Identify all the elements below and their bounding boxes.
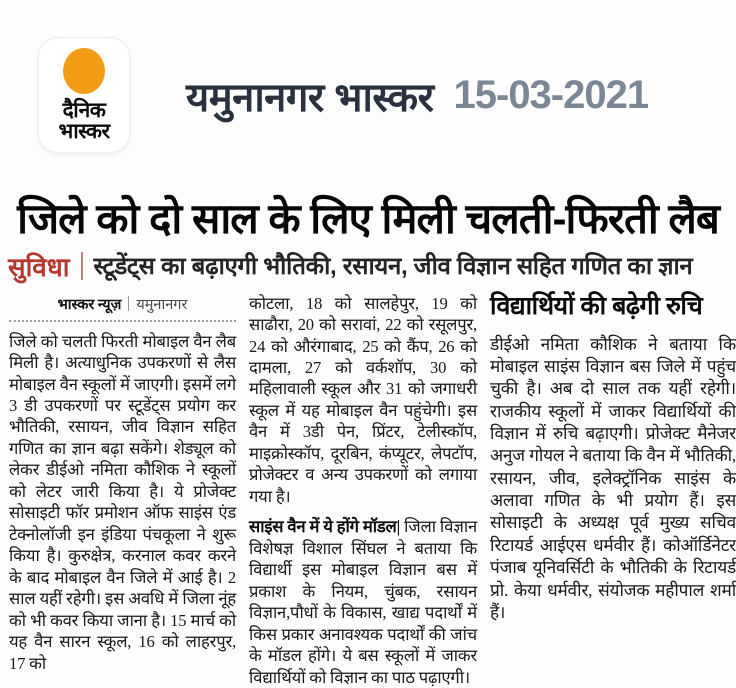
logo-line1: दैनिक [62, 98, 106, 122]
logo-line2: भास्कर [58, 119, 110, 143]
edition-title: यमुनानगर भास्कर [186, 75, 434, 120]
logo-wordmark [58, 98, 110, 143]
article-kicker [0, 244, 736, 284]
byline-source: भास्कर न्यूज़ [57, 296, 122, 313]
article-headline: जिले को दो साल के लिए मिली चलती-फिरती लैब [17, 195, 719, 242]
kicker-text: स्टूडेंट्स का बढ़ाएगी भौतिकी, रसायन, जीव विज्ञान सहित गणित का ज्ञान [93, 253, 693, 281]
column-1 [9, 292, 236, 688]
sidebar-heading: विद्यार्थियों की बढ़ेगी रुचि [490, 291, 703, 320]
paragraph-gap [249, 507, 477, 515]
news-article [0, 194, 736, 688]
byline-location: यमुनानगर [136, 296, 188, 313]
byline-separator [128, 296, 129, 311]
paragraph-text: जिला विज्ञान विशेषज्ञ विशाल सिंघल ने बताया कि विद्यार्थी इस मोबाइल विज्ञान बस में प्रकाश के नियम, चुंबक, रसायन विज्ञान,पौधों के विकास, खाद्य पदार्थों में किस प्रकार अनावश्यक पदार्थों की जांच के मॉडल होंगे। ये बस स्कूलों में जाकर विद्यार्थियों को विज्ञान का पाठ पढ़ाएगी। [249, 517, 477, 687]
dainik-bhaskar-logo [38, 37, 130, 153]
kicker-label: सुविधा [8, 251, 70, 282]
article-paragraph: कोटला, 18 को सालहेपुर, 19 को साढौरा, 20 को सरावां, 22 को रसूलपुर, 24 को औरंगाबाद, 25 को कैंप, 26 को दामला, 27 को वर्कशॉप, 30 को महिलावाली स्कूल और 31 को जगाधरी स्कूल में यह मोबाइल वैन पहुंचेगी। इस वैन में 3डी पेन, प्रिंटर, टेलीस्कॉप, माइक्रोस्कॉप, दूरबिन, कंप्यूटर, लेपटॉप, प्रोजेक्टर व अन्य उपकरणों को लगाया गया है। [249, 293, 477, 506]
column-2 [249, 292, 477, 688]
article-paragraph: डीईओ नमिता कौशिक ने बताया कि मोबाइल साइंस विज्ञान बस जिले में पहुंच चुकी है। अब दो साल तक यहीं रहेगी। राजकीय स्कूलों में जाकर विद्यार्थियों की विज्ञान में रुचि बढ़ाएगी। प्रोजेक्ट मैनेजर अनुज गोयल ने बताया कि वैन में भौतिकी, रसायन, जीव, इलेक्ट्रॉनिक साइंस के अलावा गणित के भी प्रयोग हैं। इस सोसाइटी के अध्यक्ष पूर्व मुख्य सचिव रिटायर्ड आईएस धर्मवीर हैं। कोऑर्डिनेटर पंजाब यूनिवर्सिटी के भौतिकी के रिटायर्ड प्रो. केया धर्मवीर, संयोजक महीपाल शर्मा हैं। [490, 334, 736, 622]
article-paragraph [249, 516, 477, 688]
inline-subhead: साइंस वैन में ये होंगे मॉडल| [249, 517, 401, 537]
column-3 [490, 292, 736, 688]
edition-date: 15-03-2021 [453, 72, 649, 117]
kicker-separator [81, 252, 83, 280]
byline-rule [9, 320, 236, 322]
article-columns [0, 284, 736, 688]
article-paragraph: जिले को चलती फिरती मोबाइल वैन लैब मिली है। अत्याधुनिक उपकरणों से लैस मोबाइल वैन स्कूलों में जाएगी। इसमें लगे 3 डी उपकरणों पर स्टूडेंट्स प्रयोग कर भौतिकी, रसायन, जीव विज्ञान सहित गणित का ज्ञान बढ़ा सकेंगे। शेड्यूल को लेकर डीईओ नमिता कौशिक ने स्कूलों को लेटर जारी किया है। ये प्रोजेक्ट सोसाइटी फॉर प्रमोशन ऑफ साइंस एंड टेक्नोलॉजी इन इंडिया पंचकूला ने शुरू किया है। कुरुक्षेत्र, करनाल कवर करने के बाद मोबाइल वैन जिले में आई है। 2 साल यहीं रहेगी। इस अवधि में जिला नूंह को भी कवर किया जाना है। 15 मार्च को यह वैन सारन स्कूल, 16 को लाहरपुर, 17 को [9, 331, 236, 673]
byline [9, 292, 236, 320]
masthead [0, 0, 736, 160]
sun-icon [63, 48, 105, 94]
